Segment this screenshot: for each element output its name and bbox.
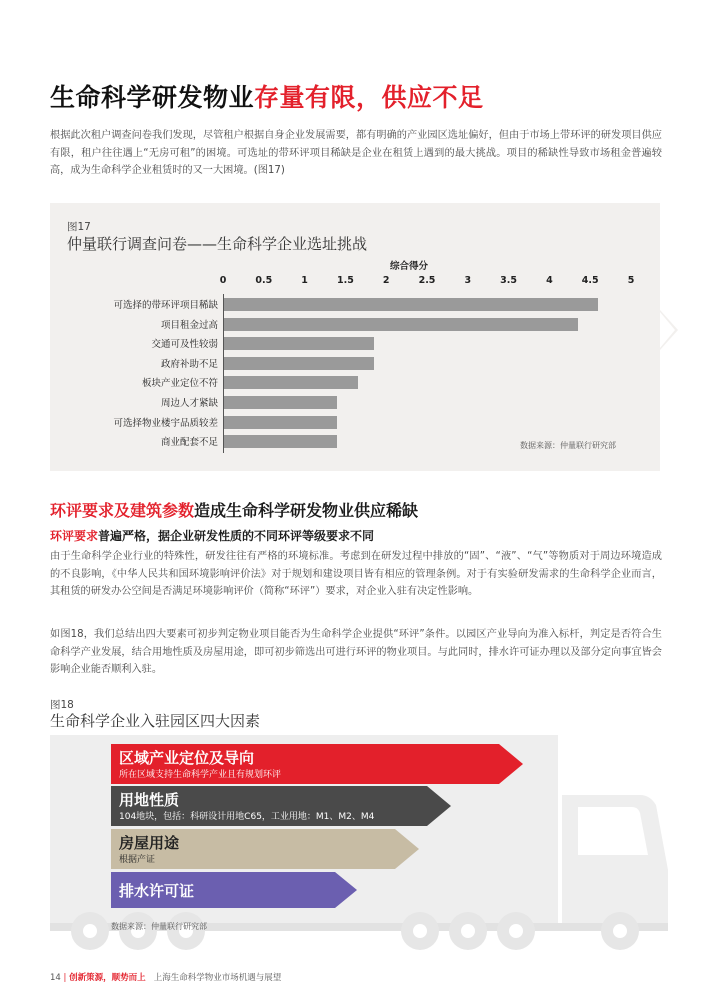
- bar: [224, 298, 598, 311]
- factor-arrow-3: [111, 829, 419, 869]
- category-label: 可选择的带环评项目稀缺: [113, 300, 218, 311]
- bar: [224, 416, 337, 429]
- section2-heading: [50, 498, 418, 521]
- footer-slogan: 创新策源，顺势而上: [69, 973, 146, 983]
- page-number: 14: [50, 973, 61, 983]
- x-tick-label: 0.5: [255, 275, 273, 286]
- factor-arrow-4: [111, 872, 357, 908]
- section2-heading-rest: 造成生命科学研发物业供应稀缺: [194, 501, 419, 520]
- x-tick-label: 0: [219, 275, 227, 286]
- figure18-label: 图18: [50, 699, 74, 711]
- category-label: 周边人才紧缺: [160, 398, 218, 409]
- title-part2-highlight: 存量有限，供应不足: [254, 83, 484, 112]
- section2-sub-rest: 普遍严格，据企业研发性质的不同环评等级要求不同: [98, 529, 375, 543]
- section2-heading-highlight: 环评要求及建筑参数: [50, 501, 195, 520]
- x-tick-label: 3.5: [500, 275, 518, 286]
- category-label: 政府补助不足: [160, 358, 218, 370]
- x-tick-label: 4: [546, 275, 553, 286]
- title-part1: 生命科学研发物业: [50, 83, 255, 112]
- category-label: 交通可及性较弱: [151, 339, 218, 351]
- chart-xlabel: 综合得分: [390, 261, 429, 272]
- x-tick-label: 1.5: [336, 275, 354, 286]
- bar: [224, 318, 578, 331]
- bar: [224, 396, 337, 409]
- factor-subtitle: 所在区域支持生命科学产业且有规划环评: [119, 770, 282, 780]
- bar: [224, 357, 374, 370]
- x-tick-label: 2: [382, 275, 390, 286]
- page-footer: 14 | 创新策源，顺势而上 上海生命科学物业市场机遇与展望: [50, 973, 282, 983]
- bar: [224, 337, 374, 350]
- factor-title: 区域产业定位及导向: [119, 749, 255, 767]
- x-tick-label: 2.5: [418, 275, 436, 286]
- figure17-label: 图17: [67, 221, 91, 233]
- factor-arrow-2: [111, 786, 451, 826]
- category-label: 板块产业定位不符: [141, 378, 218, 390]
- factor-title: 房屋用途: [119, 834, 180, 852]
- factor-subtitle: 根据产证: [119, 855, 156, 865]
- x-tick-label: 1: [301, 275, 308, 286]
- intro-paragraph: 根据此次租户调查问卷我们发现，尽管租户根据自身企业发展需要，都有明确的产业园区选址偏好，但由于市场上带环评的研发项目供应有限，租户往往遇上“无房可租”的困境。可选址的带环评项目稀缺是企业在租赁上遇到的最大挑战。项目的稀缺性导致市场租金普遍较高，成为生命科学企业租赁时的又一大困境。(图17): [50, 130, 662, 176]
- section2-paragraph-2: 如图18，我们总结出四大要素可初步判定物业项目能否为生命科学企业提供“环评”条件。以园区产业导向为准入标杆，判定是否符合生命科学产业发展，结合用地性质及房屋用途，即可初步筛选出可进行环评的物业项目。与此同时，排水许可证办理以及部分定向事宜皆会影响企业能否顺利入驻。: [50, 629, 662, 675]
- bar: [224, 376, 358, 389]
- section2-sub-highlight: 环评要求: [50, 529, 99, 543]
- figure17-source: 数据来源：仲量联行研究部: [520, 441, 616, 450]
- x-tick-label: 3: [464, 275, 472, 286]
- x-tick-label: 5: [627, 275, 635, 286]
- bar: [224, 435, 337, 448]
- figure18-source: 数据来源：仲量联行研究部: [111, 922, 207, 931]
- figure18-title: 生命科学企业入驻园区四大因素: [50, 712, 261, 730]
- figure17-title: 仲量联行调查问卷——生命科学企业选址挑战: [67, 235, 368, 253]
- category-label: 商业配套不足: [160, 437, 218, 449]
- factor-title: 用地性质: [119, 791, 180, 809]
- factor-arrow-1: [111, 744, 523, 784]
- footer-doc-title: 上海生命科学物业市场机遇与展望: [153, 973, 282, 983]
- bar-chart: [0, 0, 710, 480]
- factor-title: 排水许可证: [119, 882, 195, 900]
- section2-subheading: [50, 527, 374, 544]
- factor-subtitle: 104地块，包括：科研设计用地C65，工业用地：M1、M2、M4: [119, 812, 375, 822]
- x-tick-label: 4.5: [581, 275, 599, 286]
- section2-paragraph-1: 由于生命科学企业行业的特殊性，研发往往有严格的环境标准。考虑到在研发过程中排放的“固”、“液”、“气”等物质对于周边环境造成的不良影响，《中华人民共和国环境影响评价法》对于规划和建设项目皆有相应的管理条例。对于有实验研发需求的生命科学企业而言，其租赁的研发办公空间是否满足环境影响评价（简称“环评”）要求，对企业入驻有决定性影响。: [50, 551, 662, 597]
- category-label: 项目租金过高: [160, 319, 218, 331]
- category-label: 可选择物业楼宇品质较差: [113, 417, 218, 429]
